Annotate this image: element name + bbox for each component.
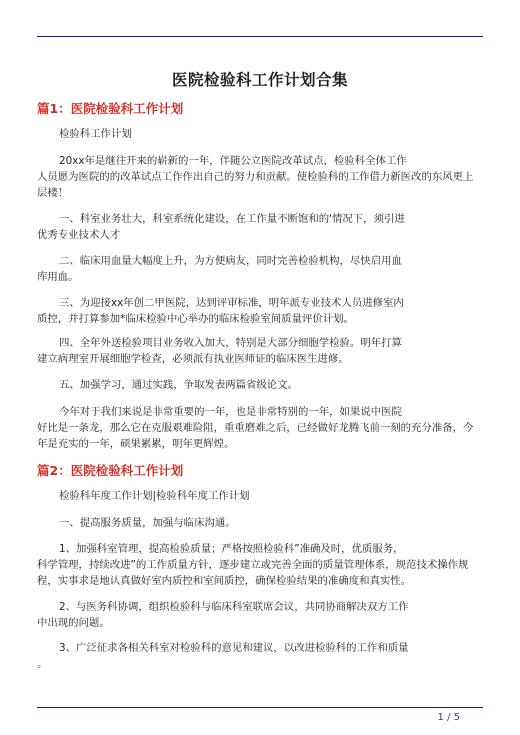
section-2-heading: 篇2：医院检验科工作计划 xyxy=(37,463,184,478)
text-line: 库用血。 xyxy=(37,271,79,283)
document-title: 医院检验科工作计划合集 xyxy=(171,71,348,89)
subtitle-line: 检验科工作计划 xyxy=(59,128,132,140)
text-line: 三、为迎接xx年创二甲医院，达到评审标准，明年派专业技术人员进修室内 xyxy=(59,297,404,309)
text-line: 一、科室业务壮大，科室系统化建设，在工作量不断饱和的'情况下，须引进 xyxy=(59,213,405,225)
paragraph xyxy=(37,377,487,393)
text-line: 20xx年是继往开来的崭新的一年，伴随公立医院改革试点，检验科全体工作 xyxy=(59,155,407,167)
page-number: 1 / 5 xyxy=(437,712,460,723)
paragraph xyxy=(37,153,487,201)
paragraph xyxy=(37,335,487,367)
paragraph xyxy=(37,295,487,327)
section-2-subtitle xyxy=(37,488,487,504)
text-line: 建立病理室开展细胞学检查，必须派有执业医师证的临床医生进修。 xyxy=(37,353,349,365)
text-line: 二、临床用血量大幅度上升，为方便病友，同时完善检验机构，尽快启用血 xyxy=(59,255,402,267)
text-line: 四、全年外送检验项目业务收入加大，特别是大部分细胞学检验。明年打算 xyxy=(59,337,402,349)
paragraph xyxy=(37,515,487,531)
text-line: 质控，并打算参加*临床检验中心举办的临床检验室间质量评价计划。 xyxy=(37,313,354,325)
text-line: 。 xyxy=(37,658,48,670)
text-line: 层楼！ xyxy=(37,187,69,199)
paragraph xyxy=(37,640,487,672)
text-line: 1、加强科室管理，提高检验质量；严格按照检验科”准确及时，优质服务， xyxy=(59,543,404,555)
paragraph xyxy=(37,211,487,243)
text-line: 今年对于我们来说是非常重要的一年，也是非常特别的一年，如果说中医院 xyxy=(59,406,402,418)
section-1-subtitle xyxy=(37,126,487,142)
subtitle-line: 检验科年度工作计划|检验科年度工作计划 xyxy=(59,490,250,502)
section-1-heading: 篇1：医院检验科工作计划 xyxy=(37,101,184,116)
paragraph xyxy=(37,253,487,285)
text-line: 人员愿为医院的的改革试点工作作出自己的努力和贡献。使检验科的工作借力新医改的东风更上 xyxy=(37,171,474,183)
text-line: 程，实事求是地认真做好室内质控和室间质控，确保检验结果的准确度和真实性。 xyxy=(37,575,412,587)
text-line: 年是充实的一年，硕果累累，明年更辉煌。 xyxy=(37,438,235,450)
footer-rule xyxy=(37,707,483,708)
paragraph xyxy=(37,404,487,452)
text-line: 中出现的问题。 xyxy=(37,617,110,629)
text-line: 五、加强学习，通过实践，争取发表两篇省级论文。 xyxy=(59,379,298,391)
text-line: 优秀专业技术人才 xyxy=(37,229,121,241)
text-line: 一、提高服务质量，加强与临床沟通。 xyxy=(59,517,236,529)
paragraph xyxy=(37,541,487,589)
paragraph xyxy=(37,599,487,631)
text-line: 好比是一条龙，那么它在克服艰难险阻，重重磨难之后，已经做好龙腾飞前一刻的充分准备，今 xyxy=(37,422,474,434)
header-rule xyxy=(37,36,483,37)
text-line: 科学管理，持续改进”的工作质量方针，逐步建立或完善全面的质量管理体系，规范技术操作规 xyxy=(37,559,469,571)
text-line: 2、与医务科协调，组织检验科与临床科室联席会议，共同协商解决双方工作 xyxy=(59,601,409,613)
text-line: 3、广泛征求各相关科室对检验科的意见和建议，以改进检验科的工作和质量 xyxy=(59,642,409,654)
